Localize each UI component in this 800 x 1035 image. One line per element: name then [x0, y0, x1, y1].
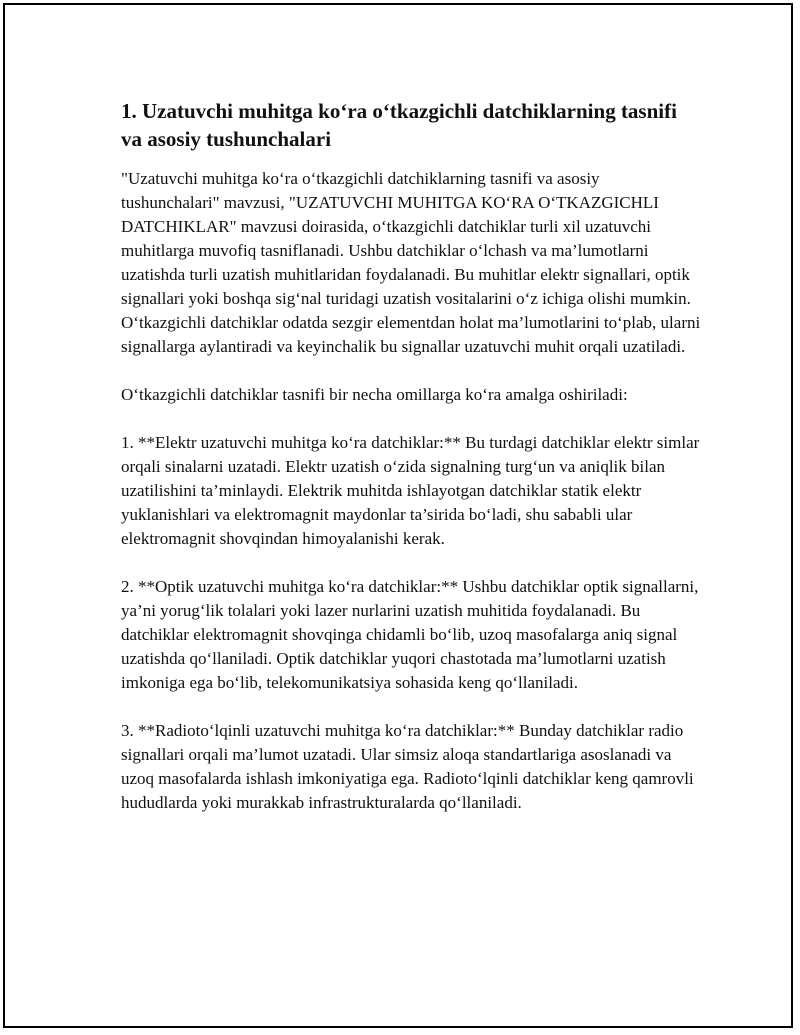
document-body — [121, 97, 701, 839]
intro-paragraph: "Uzatuvchi muhitga ko‘ra o‘tkazgichli datchiklarning tasnifi va asosiy tushunchalari" mavzusi, "UZATUVCHI MUHITGA KO‘RA O‘TKAZGICHLI DATCHIKLAR" mavzusi doirasida, o‘tkazgichli datchiklar turli xil uzatuvchi muhitlarga muvofiq tasniflanadi. Ushbu datchiklar o‘lchash va ma’lumotlarni uzatishda turli uzatish muhitlaridan foydalanadi. Bu muhitlar elektr signallari, optik signallari yoki boshqa sig‘nal turidagi uzatish vositalarini o‘z ichiga olishi mumkin. O‘tkazgichli datchiklar odatda sezgir elementdan holat ma’lumotlarini to‘plab, ularni signallarga aylantiradi va keyinchalik bu signallar uzatuvchi muhit orqali uzatiladi. — [121, 169, 701, 356]
list-item-electric: 1. **Elektr uzatuvchi muhitga ko‘ra datchiklar:** Bu turdagi datchiklar elektr simlar orqali sinalarni uzatadi. Elektr uzatish o‘zida signalning turg‘un va aniqlik bilan uzatilishini ta’minlaydi. Elektrik muhitda ishlayotgan datchiklar statik elektr yuklanishlari va elektromagnit maydonlar ta’sirida bo‘ladi, shu sababli ular elektromagnit shovqindan himoyalanishi kerak. — [121, 433, 700, 548]
list-item-optical: 2. **Optik uzatuvchi muhitga ko‘ra datchiklar:** Ushbu datchiklar optik signallarni, ya’ni yorug‘lik tolalari yoki lazer nurlarini uzatish muhitida foydalanadi. Bu datchiklar elektromagnit shovqinga chidamli bo‘lib, uzoq masofalarga aniq signal uzatishda qo‘llaniladi. Optik datchiklar yuqori chastotada ma’lumotlarni uzatish imkoniga ega bo‘lib, telekomunikatsiya sohasida keng qo‘llaniladi. — [121, 577, 699, 692]
page-frame — [3, 3, 793, 1028]
section-title: 1. Uzatuvchi muhitga ko‘ra o‘tkazgichli datchiklarning tasnifi va asosiy tushunchalari — [121, 99, 677, 151]
list-item-radio: 3. **Radioto‘lqinli uzatuvchi muhitga ko‘ra datchiklar:** Bunday datchiklar radio signallari orqali ma’lumot uzatadi. Ular simsiz aloqa standartlariga asoslanadi va uzoq masofalarda ishlash imkoniyatiga ega. Radioto‘lqinli datchiklar keng qamrovli hududlarda yoki murakkab infrastrukturalarda qo‘llaniladi. — [121, 721, 694, 812]
classification-lead-paragraph: O‘tkazgichli datchiklar tasnifi bir necha omillarga ko‘ra amalga oshiriladi: — [121, 385, 628, 404]
